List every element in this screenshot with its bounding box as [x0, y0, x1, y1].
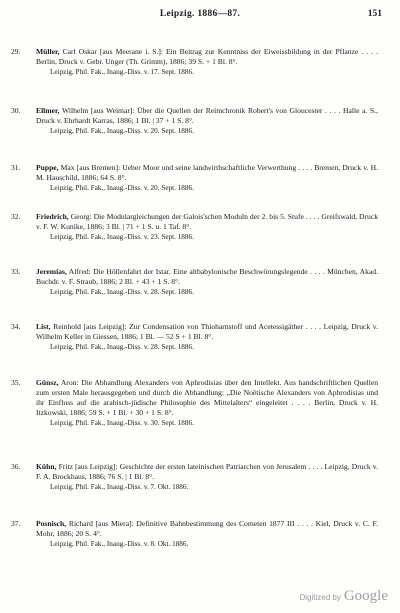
page-number: 151	[367, 9, 382, 19]
dissertation-note: Leipzig, Phil. Fak., Inaug.-Diss. v. 30. Sept. 1886.	[50, 419, 194, 427]
author-name: Müller,	[36, 47, 60, 56]
entry-33	[11, 267, 378, 297]
entry-36	[11, 462, 378, 492]
entry-number: 34.	[11, 322, 21, 331]
entry-text	[36, 378, 378, 418]
google-watermark	[299, 588, 388, 605]
author-name: Jeremias,	[36, 267, 67, 276]
dissertation-note: Leipzig, Phil. Fak., Inaug.-Diss. v. 20. Sept. 1886.	[50, 184, 194, 192]
dissertation-note: Leipzig, Phil. Fak., Inaug.-Diss. v. 20. Sept. 1886.	[50, 127, 194, 135]
dissertation-note: Leipzig, Phil. Fak., Inaug.-Diss. v. 7. Okt. 1886.	[50, 483, 189, 491]
dissertation-note: Leipzig, Phil. Fak., Inaug.-Diss. v. 28. Sept. 1886.	[50, 288, 194, 296]
entry-citation: Carl Oskar [aus Meerane i. S.]: Ein Beitrag zur Kenntniss der Eiweissbildung in der Pflanze . . . . Berlin, Druck v. Gebr. Unger (Th. Grimm), 1886; 39 S. + 1 Bl. 8°.	[36, 47, 378, 66]
entry-citation: Aron: Die Abhandlung Alexanders von Aphrodisias über den Intellekt. Aus handschriftlichen Quellen zum ersten Male herausgegeben und durch die Abhandlung: „Die Noëtische Alexanders von Aphrodisias und ihr Einfluss auf die arabisch-jüdische Philosophie des Mittelalters“ eingeleitet . . . . Berlin, Druck v. H. Itzkowski, 1886; 59 S. + 1 Bl. + 30 + 1 S. 8°.	[36, 378, 378, 417]
entry-citation: Richard [aus Miera]: Definitive Bahnbestimmung des Cometen 1877 III . . . . Kiel, Druck v. C. F. Mohr, 1886; 20 S. 4°.	[36, 519, 378, 538]
entry-text	[36, 163, 378, 183]
entry-number: 29.	[11, 47, 21, 56]
entry-citation: Georg: Die Modulargleichungen der Galois'schen Moduln der 2. bis 5. Stufe . . . . Greifswald, Druck v. F. W. Kunike, 1886; 3 Bl. | 71 + 1 S. u. 1 Taf. 8°.	[36, 212, 378, 231]
entry-text	[36, 106, 378, 126]
entry-number: 32.	[11, 212, 21, 221]
author-name: Puppe,	[36, 163, 59, 172]
dissertation-note: Leipzig, Phil. Fak., Inaug.-Diss. v. 17. Sept. 1886.	[50, 68, 194, 76]
entry-number: 36.	[11, 462, 21, 471]
entry-number: 31.	[11, 163, 21, 172]
dissertation-note: Leipzig, Phil. Fak., Inaug.-Diss. v. 28. Sept. 1886.	[50, 343, 194, 351]
entry-29	[11, 47, 378, 77]
entry-text	[36, 47, 378, 67]
entry-number: 30.	[11, 106, 21, 115]
entry-text	[36, 519, 378, 539]
entry-citation: Max [aus Bremen]: Ueber Moor und seine landwirthschaftliche Verwerthung . . . . Bremen, Druck v. H. M. Hauschild, 1886; 64 S. 8°.	[36, 163, 378, 182]
watermark-brand: Google	[343, 588, 388, 604]
entry-32	[11, 212, 378, 242]
entry-citation: Wilhelm [aus Weimar]: Über die Quellen der Reimchronik Robert's von Gloucester . . . . Halle a. S., Druck v. Ehrhardt Karras, 1886; 1 Bl. | 37 + 1 S. 8°.	[36, 106, 378, 125]
entry-text	[36, 462, 378, 482]
entry-citation: Reinhold [aus Leipzig]: Zur Condensation von Thioharnstoff und Acetessigäther . . . . Leipzig, Druck v. Wilhelm Keller in Giessen, 1886; 1 Bl. — 52 S + 1 Bl. 8°.	[36, 322, 378, 341]
running-title: Leipzig. 1886—87.	[159, 9, 241, 19]
entry-citation: Fritz [aus Leipzig]: Geschichte der ersten lateinischen Patriarchen von Jerusalem . . . . Leipzig, Druck v. F. A. Brockhaus, 1886; 76 S. | 1 Bl. 8°.	[36, 462, 378, 481]
entry-text	[36, 212, 378, 232]
author-name: Günsz,	[36, 378, 59, 387]
dissertation-note: Leipzig, Phil. Fak., Inaug.-Diss. v. 8. Okt. 1886.	[50, 540, 189, 548]
author-name: Posnisch,	[36, 519, 67, 528]
entry-30	[11, 106, 378, 136]
entry-37	[11, 519, 378, 549]
entry-31	[11, 163, 378, 193]
entry-35	[11, 378, 378, 428]
entry-text	[36, 267, 378, 287]
running-header	[0, 9, 400, 23]
entry-number: 37.	[11, 519, 21, 528]
entry-text	[36, 322, 378, 342]
entry-citation: Alfred: Die Höllenfahrt der Istar. Eine altbabylonische Beschwörungslegende . . . . München, Akad. Buchdr. v. F. Straub, 1886; 2 Bl. + 43 + 1 S. 8°.	[36, 267, 378, 286]
author-name: Kühn,	[36, 462, 57, 471]
entry-number: 33.	[11, 267, 21, 276]
entry-number: 35.	[11, 378, 21, 387]
entry-34	[11, 322, 378, 352]
author-name: Friedrich,	[36, 212, 69, 221]
author-name: List,	[36, 322, 51, 331]
author-name: Ellmer,	[36, 106, 60, 115]
dissertation-note: Leipzig, Phil. Fak., Inaug.-Diss. v. 23. Sept. 1886.	[50, 233, 194, 241]
watermark-prefix: Digitized by	[299, 593, 341, 602]
